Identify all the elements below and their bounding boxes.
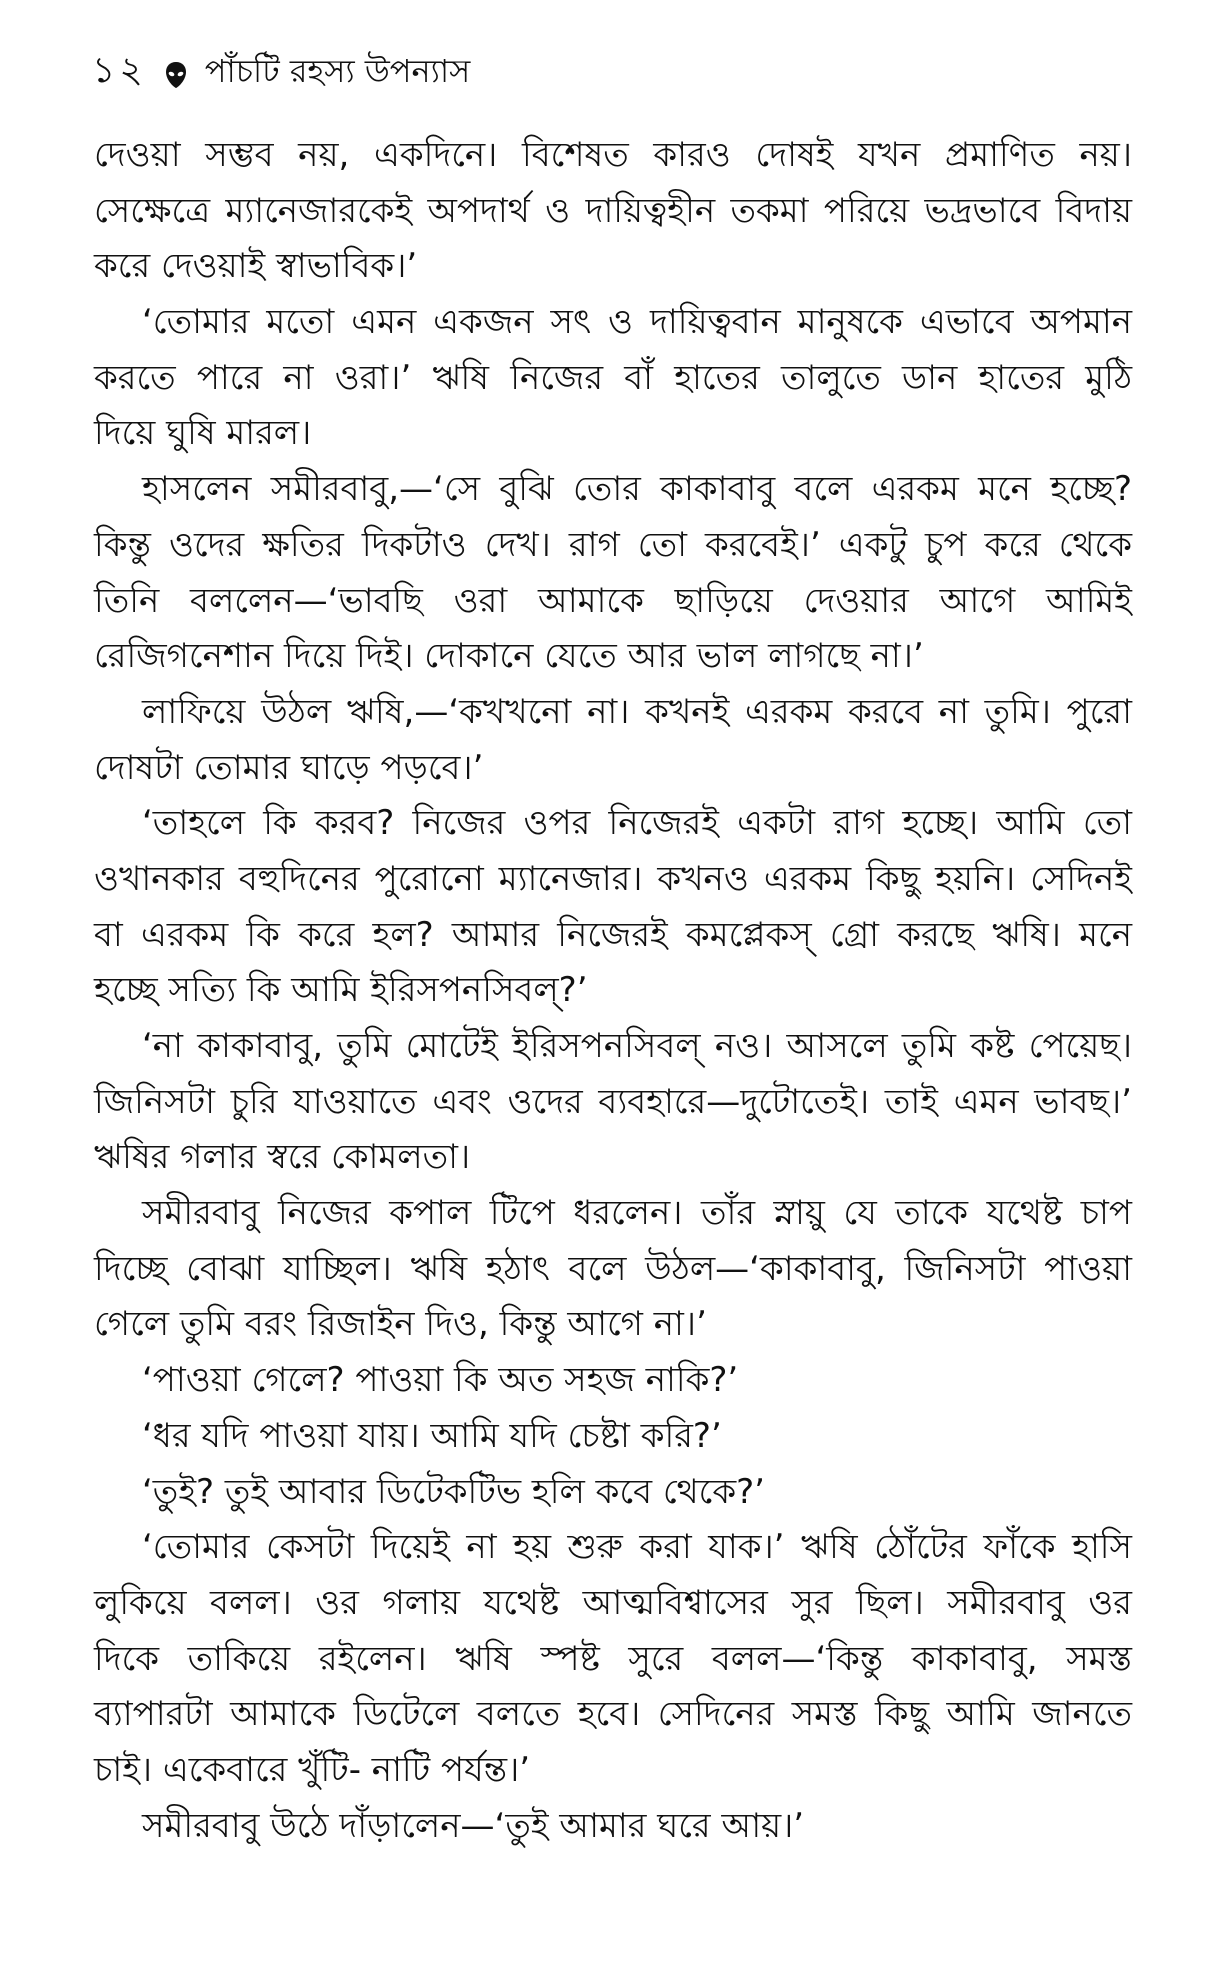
text-line: দিচ্ছে বোঝা যাচ্ছিল। ঋষি হঠাৎ বলে উঠল—‘কাকাবাবু, জিনিসটা পাওয়া: [94, 1248, 1132, 1289]
text-line: গেলে তুমি বরং রিজাইন দিও, কিন্তু আগে না।’: [94, 1304, 707, 1345]
text-line: সমীরবাবু নিজের কপাল টিপে ধরলেন। তাঁর স্নায়ু যে তাকে যথেষ্ট চাপ: [142, 1193, 1132, 1234]
text-line: দেওয়া সম্ভব নয়, একদিনে। বিশেষত কারও দোষই যখন প্রমাণিত নয়।: [94, 135, 1132, 175]
text-line: ‘তোমার কেসটা দিয়েই না হয় শুরু করা যাক।’ ঋষি ঠোঁটের ফাঁকে হাসি: [142, 1527, 1132, 1568]
text-line: লাফিয়ে উঠল ঋষি,—‘কখখনো না। কখনই এরকম করবে না তুমি। পুরো: [142, 691, 1132, 732]
text-line: ‘তোমার মতো এমন একজন সৎ ও দায়িত্ববান মানুষকে এভাবে অপমান: [142, 302, 1132, 343]
text-line: বা এরকম কি করে হল? আমার নিজেরই কমপ্লেকস্ গ্রো করছে ঋষি। মনে: [94, 914, 1132, 955]
book-title: পাঁচটি রহস্য উপন্যাস: [204, 52, 471, 90]
text-line: দিয়ে ঘুষি মারল।: [94, 413, 312, 454]
text-line: লুকিয়ে বলল। ওর গলায় যথেষ্ট আত্মবিশ্বাসের সুর ছিল। সমীরবাবু ওর: [94, 1582, 1132, 1623]
text-line: ‘ধর যদি পাওয়া যায়। আমি যদি চেষ্টা করি?’: [142, 1415, 722, 1456]
text-line: রেজিগনেশান দিয়ে দিই। দোকানে যেতে আর ভাল লাগছে না।’: [94, 636, 924, 677]
text-line: ‘তুই? তুই আবার ডিটেকটিভ হলি কবে থেকে?’: [142, 1471, 765, 1512]
page-number: ১২: [92, 50, 147, 91]
running-header: [92, 48, 470, 98]
text-line: হচ্ছে সত্যি কি আমি ইরিসপনসিবল্?’: [94, 970, 588, 1011]
alien-head-icon: [165, 59, 187, 87]
text-line: ওখানকার বহুদিনের পুরোনো ম্যানেজার। কখনও এরকম কিছু হয়নি। সেদিনই: [94, 858, 1132, 899]
text-line: করে দেওয়াই স্বাভাবিক।’: [94, 246, 418, 287]
text-line: কিন্তু ওদের ক্ষতির দিকটাও দেখ। রাগ তো করবেই।’ একটু চুপ করে থেকে: [94, 524, 1132, 565]
text-line: সমীরবাবু উঠে দাঁড়ালেন—‘তুই আমার ঘরে আয়।’: [142, 1805, 805, 1846]
text-line: ‘তাহলে কি করব? নিজের ওপর নিজেরই একটা রাগ হচ্ছে। আমি তো: [142, 803, 1132, 844]
text-line: দোষটা তোমার ঘাড়ে পড়বে।’: [94, 747, 484, 788]
text-line: জিনিসটা চুরি যাওয়াতে এবং ওদের ব্যবহারে—দুটোতেই। তাই এমন ভাবছ।’: [94, 1081, 1132, 1122]
page-body-text: [94, 128, 1132, 1854]
text-line: ঋষির গলার স্বরে কোমলতা।: [94, 1137, 471, 1178]
text-line: ব্যাপারটা আমাকে ডিটেলে বলতে হবে। সেদিনের সমস্ত কিছু আমি জানতে: [94, 1694, 1132, 1735]
text-line: ‘না কাকাবাবু, তুমি মোটেই ইরিসপনসিবল্ নও। আসলে তুমি কষ্ট পেয়েছ।: [142, 1026, 1132, 1066]
text-line: সেক্ষেত্রে ম্যানেজারকেই অপদার্থ ও দায়িত্বহীন তকমা পরিয়ে ভদ্রভাবে বিদায়: [94, 190, 1132, 231]
text-line: হাসলেন সমীরবাবু,—‘সে বুঝি তোর কাকাবাবু বলে এরকম মনে হচ্ছে?: [142, 469, 1132, 510]
text-line: ‘পাওয়া গেলে? পাওয়া কি অত সহজ নাকি?’: [142, 1360, 739, 1401]
text-line: করতে পারে না ওরা।’ ঋষি নিজের বাঁ হাতের তালুতে ডান হাতের মুঠি: [94, 357, 1132, 398]
text-line: দিকে তাকিয়ে রইলেন। ঋষি স্পষ্ট সুরে বলল—‘কিন্তু কাকাবাবু, সমস্ত: [94, 1638, 1132, 1679]
text-line: তিনি বললেন—‘ভাবছি ওরা আমাকে ছাড়িয়ে দেওয়ার আগে আমিই: [94, 580, 1132, 621]
text-line: চাই। একেবারে খুঁটি- নাটি পর্যন্ত।’: [94, 1749, 531, 1790]
